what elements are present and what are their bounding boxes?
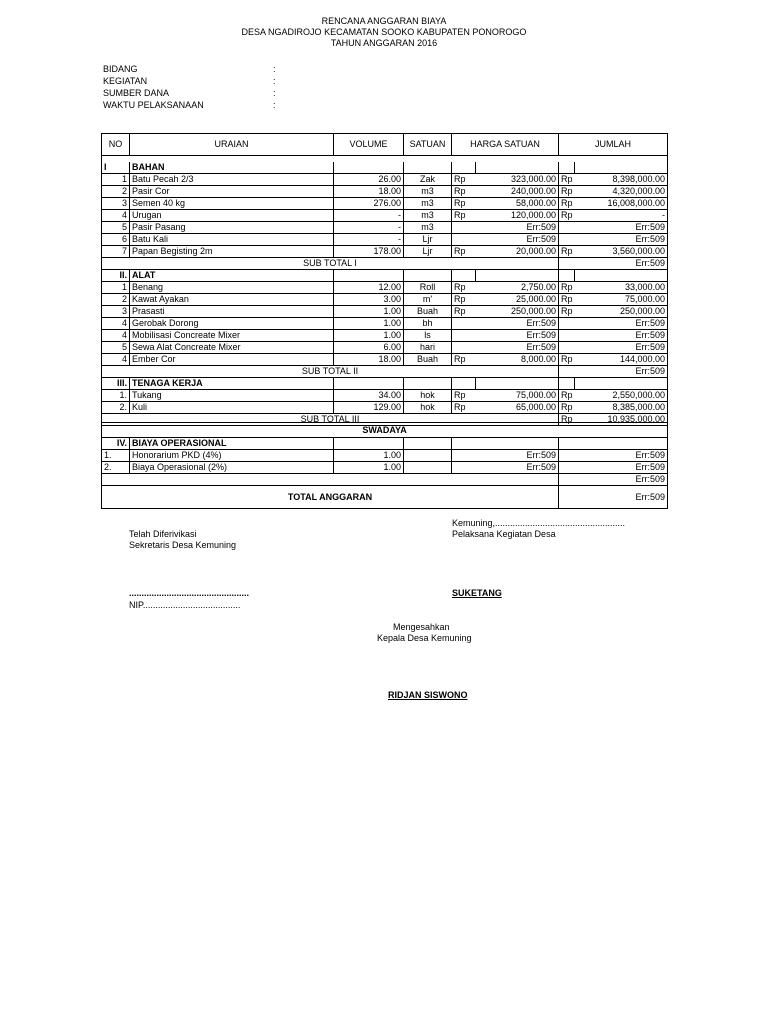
row-satuan: m3 — [404, 186, 452, 198]
row-satuan: Zak — [404, 174, 452, 186]
section-roman: III. — [102, 378, 130, 390]
row-no: 4 — [102, 354, 130, 366]
row-satuan: m3 — [404, 198, 452, 210]
table-row — [102, 282, 668, 294]
row-satuan: ls — [404, 330, 452, 342]
row-harga: 323,000.00 — [476, 174, 559, 186]
row-rp — [452, 234, 476, 246]
row-no: 3 — [102, 198, 130, 210]
swadaya-table — [101, 422, 668, 509]
section-row — [102, 270, 668, 282]
row-harga: Err:509 — [476, 234, 559, 246]
swadaya-title: SWADAYA — [102, 423, 668, 438]
row-satuan: hok — [404, 402, 452, 414]
doc-year: TAHUN ANGGARAN 2016 — [330, 38, 438, 48]
row-rp — [452, 318, 476, 330]
subtotal-label: SUB TOTAL I — [102, 258, 559, 270]
row-harga: 240,000.00 — [476, 186, 559, 198]
row-no: 5 — [102, 342, 130, 354]
row-no: 1 — [102, 282, 130, 294]
col-jumlah: JUMLAH — [559, 134, 668, 156]
table-row — [102, 294, 668, 306]
row-no: 4 — [102, 330, 130, 342]
row-harga: 65,000.00 — [476, 402, 559, 414]
meta-label: WAKTU PELAKSANAAN — [103, 100, 204, 110]
total-label: TOTAL ANGGARAN — [102, 486, 559, 509]
row-jumlah: 2,550,000.00 — [575, 390, 668, 402]
subtotal-rp — [559, 258, 575, 270]
meta-row — [103, 99, 276, 111]
row-jumlah: Err:509 — [575, 234, 668, 246]
meta-sep: : — [273, 88, 276, 98]
row-jumlah: 33,000.00 — [575, 282, 668, 294]
row-jumlah: 3,560,000.00 — [575, 246, 668, 258]
subtotal-label: SUB TOTAL III — [102, 414, 559, 426]
row-uraian: Urugan — [130, 210, 334, 222]
table-row — [102, 234, 668, 246]
section-roman: IV. — [102, 438, 130, 450]
row-rp: Rp — [559, 306, 575, 318]
subtotal-row — [102, 258, 668, 270]
meta-label: KEGIATAN — [103, 76, 148, 86]
table-header-row — [102, 134, 668, 156]
row-uraian: Sewa Alat Concreate Mixer — [130, 342, 334, 354]
subtotal-label: SUB TOTAL II — [102, 366, 559, 378]
table-row — [102, 342, 668, 354]
row-rp: Rp — [452, 186, 476, 198]
row-volume: 129.00 — [334, 402, 404, 414]
row-jumlah: 4,320,000.00 — [575, 186, 668, 198]
row-rp: Rp — [559, 198, 575, 210]
row-rp: Rp — [559, 402, 575, 414]
sekretaris-title: Sekretaris Desa Kemuning — [129, 540, 237, 550]
row-jumlah: Err:509 — [559, 450, 668, 462]
kepala-name: RIDJAN SISWONO — [388, 690, 468, 700]
row-rp — [452, 222, 476, 234]
row-rp: Rp — [452, 246, 476, 258]
swadaya-sum-row — [102, 474, 668, 486]
row-no: 6 — [102, 234, 130, 246]
row-harga: 2,750.00 — [476, 282, 559, 294]
row-rp — [559, 342, 575, 354]
doc-title: RENCANA ANGGARAN BIAYA — [321, 16, 447, 26]
row-volume: 3.00 — [334, 294, 404, 306]
nip-line: NIP....................................... — [129, 600, 241, 610]
row-uraian: Prasasti — [130, 306, 334, 318]
row-volume: - — [334, 210, 404, 222]
table-row — [102, 330, 668, 342]
row-jumlah: 8,385,000.00 — [575, 402, 668, 414]
row-rp: Rp — [452, 306, 476, 318]
row-satuan: bh — [404, 318, 452, 330]
row-rp — [559, 234, 575, 246]
row-harga: Err:509 — [452, 450, 559, 462]
table-row — [102, 246, 668, 258]
col-satuan: SATUAN — [404, 134, 452, 156]
row-satuan: m' — [404, 294, 452, 306]
row-volume: 12.00 — [334, 282, 404, 294]
row-volume: 1.00 — [334, 318, 404, 330]
row-no: 1. — [102, 450, 130, 462]
table-row — [102, 318, 668, 330]
row-jumlah: 8,398,000.00 — [575, 174, 668, 186]
row-uraian: Honorarium PKD (4%) — [130, 450, 334, 462]
row-harga: Err:509 — [476, 222, 559, 234]
table-row — [102, 402, 668, 414]
row-uraian: Pasir Pasang — [130, 222, 334, 234]
row-rp — [559, 318, 575, 330]
table-row — [102, 306, 668, 318]
row-no: 4 — [102, 318, 130, 330]
meta-label: SUMBER DANA — [103, 88, 170, 98]
meta-sep: : — [273, 64, 276, 74]
table-row — [102, 354, 668, 366]
budget-table — [101, 133, 668, 426]
kepala-title: Kepala Desa Kemuning — [377, 633, 472, 643]
row-volume: 1.00 — [334, 450, 404, 462]
doc-subtitle: DESA NGADIROJO KECAMATAN SOOKO KABUPATEN PONOROGO — [241, 27, 527, 37]
row-jumlah: Err:509 — [575, 318, 668, 330]
meta-sep: : — [273, 76, 276, 86]
table-row — [102, 222, 668, 234]
section-roman: II. — [102, 270, 130, 282]
row-uraian: Batu Kali — [130, 234, 334, 246]
col-uraian: URAIAN — [130, 134, 334, 156]
row-no: 4 — [102, 210, 130, 222]
total-row — [102, 486, 668, 509]
row-rp: Rp — [452, 174, 476, 186]
meta-label: BIDANG — [103, 64, 138, 74]
table-row — [102, 174, 668, 186]
row-satuan: Roll — [404, 282, 452, 294]
row-harga: 75,000.00 — [476, 390, 559, 402]
sekretaris-sign-line: ................................................ — [129, 588, 250, 598]
row-volume: 276.00 — [334, 198, 404, 210]
row-volume: 1.00 — [334, 306, 404, 318]
row-jumlah: 144,000.00 — [575, 354, 668, 366]
section-row — [102, 378, 668, 390]
row-rp: Rp — [559, 294, 575, 306]
row-rp — [452, 342, 476, 354]
table-row — [102, 462, 668, 474]
section-title: BAHAN — [130, 162, 334, 174]
row-no: 2 — [102, 186, 130, 198]
row-volume: 26.00 — [334, 174, 404, 186]
row-satuan: Ljr — [404, 246, 452, 258]
row-no: 2. — [102, 402, 130, 414]
row-harga: 25,000.00 — [476, 294, 559, 306]
row-rp: Rp — [559, 390, 575, 402]
row-uraian: Papan Begisting 2m — [130, 246, 334, 258]
row-volume: 1.00 — [334, 462, 404, 474]
row-volume: 1.00 — [334, 330, 404, 342]
col-volume: VOLUME — [334, 134, 404, 156]
row-harga: 58,000.00 — [476, 198, 559, 210]
row-volume: 178.00 — [334, 246, 404, 258]
row-no: 1. — [102, 390, 130, 402]
pelaksana-title: Pelaksana Kegiatan Desa — [452, 529, 556, 539]
row-uraian: Benang — [130, 282, 334, 294]
pelaksana-name: SUKETANG — [452, 588, 502, 598]
swadaya-sum: Err:509 — [559, 474, 668, 486]
row-volume: - — [334, 222, 404, 234]
subtotal-rp — [559, 366, 575, 378]
row-harga: Err:509 — [452, 462, 559, 474]
col-harga: HARGA SATUAN — [452, 134, 559, 156]
section-row — [102, 438, 668, 450]
row-rp: Rp — [559, 210, 575, 222]
row-rp: Rp — [452, 198, 476, 210]
section-title: ALAT — [130, 270, 334, 282]
section-row — [102, 162, 668, 174]
row-uraian: Gerobak Dorong — [130, 318, 334, 330]
meta-sep: : — [273, 100, 276, 110]
row-rp: Rp — [559, 246, 575, 258]
row-jumlah: 75,000.00 — [575, 294, 668, 306]
row-jumlah: Err:509 — [559, 462, 668, 474]
row-satuan: hok — [404, 390, 452, 402]
row-harga: Err:509 — [476, 342, 559, 354]
row-no: 7 — [102, 246, 130, 258]
row-uraian: Tukang — [130, 390, 334, 402]
col-no: NO — [102, 134, 130, 156]
row-rp: Rp — [559, 282, 575, 294]
row-volume: 6.00 — [334, 342, 404, 354]
row-uraian: Kawat Ayakan — [130, 294, 334, 306]
row-uraian: Semen 40 kg — [130, 198, 334, 210]
table-row — [102, 186, 668, 198]
section-roman: I — [102, 162, 130, 174]
place-date: Kemuning,.................................................... — [452, 518, 626, 528]
row-rp — [452, 330, 476, 342]
table-row — [102, 390, 668, 402]
row-harga: 120,000.00 — [476, 210, 559, 222]
row-no: 5 — [102, 222, 130, 234]
subtotal-rp: Rp — [559, 414, 575, 426]
meta-row — [103, 87, 276, 99]
row-rp: Rp — [452, 210, 476, 222]
row-rp: Rp — [452, 390, 476, 402]
row-no: 3 — [102, 306, 130, 318]
row-rp: Rp — [452, 354, 476, 366]
subtotal-value: 10,935,000.00 — [575, 414, 668, 426]
row-rp: Rp — [559, 354, 575, 366]
row-satuan: Buah — [404, 354, 452, 366]
row-volume: 34.00 — [334, 390, 404, 402]
row-rp: Rp — [452, 294, 476, 306]
row-rp — [559, 222, 575, 234]
meta-row — [103, 63, 276, 75]
row-harga: 250,000.00 — [476, 306, 559, 318]
row-harga: 8,000.00 — [476, 354, 559, 366]
mengesahkan-label: Mengesahkan — [393, 622, 450, 632]
row-uraian: Batu Pecah 2/3 — [130, 174, 334, 186]
row-jumlah: Err:509 — [575, 222, 668, 234]
row-rp: Rp — [452, 402, 476, 414]
row-uraian: Pasir Cor — [130, 186, 334, 198]
table-row — [102, 198, 668, 210]
meta-row — [103, 75, 276, 87]
row-satuan: m3 — [404, 210, 452, 222]
row-uraian: Biaya Operasional (2%) — [130, 462, 334, 474]
verified-label: Telah Diferivikasi — [129, 529, 197, 539]
row-no: 2. — [102, 462, 130, 474]
row-rp: Rp — [452, 282, 476, 294]
row-no: 1 — [102, 174, 130, 186]
row-jumlah: 250,000.00 — [575, 306, 668, 318]
row-satuan: m3 — [404, 222, 452, 234]
subtotal-value: Err:509 — [575, 258, 668, 270]
row-uraian: Ember Cor — [130, 354, 334, 366]
row-satuan: Ljr — [404, 234, 452, 246]
row-satuan: Buah — [404, 306, 452, 318]
row-uraian: Mobilisasi Concreate Mixer — [130, 330, 334, 342]
row-rp: Rp — [559, 174, 575, 186]
row-volume: 18.00 — [334, 354, 404, 366]
row-jumlah: 16,008,000.00 — [575, 198, 668, 210]
row-rp: Rp — [559, 186, 575, 198]
row-jumlah: Err:509 — [575, 342, 668, 354]
row-volume: 18.00 — [334, 186, 404, 198]
row-uraian: Kuli — [130, 402, 334, 414]
table-row — [102, 450, 668, 462]
section-title: BIAYA OPERASIONAL — [130, 438, 334, 450]
row-volume: - — [334, 234, 404, 246]
section-title: TENAGA KERJA — [130, 378, 334, 390]
row-jumlah: - — [575, 210, 668, 222]
row-no: 2 — [102, 294, 130, 306]
row-rp — [559, 330, 575, 342]
total-value: Err:509 — [559, 486, 668, 509]
subtotal-value: Err:509 — [575, 366, 668, 378]
swadaya-title-row — [102, 423, 668, 438]
subtotal-row — [102, 366, 668, 378]
row-harga: Err:509 — [476, 330, 559, 342]
document-header — [0, 16, 768, 49]
row-satuan: hari — [404, 342, 452, 354]
meta-fields — [103, 63, 276, 111]
row-harga: Err:509 — [476, 318, 559, 330]
table-row — [102, 210, 668, 222]
row-jumlah: Err:509 — [575, 330, 668, 342]
row-harga: 20,000.00 — [476, 246, 559, 258]
